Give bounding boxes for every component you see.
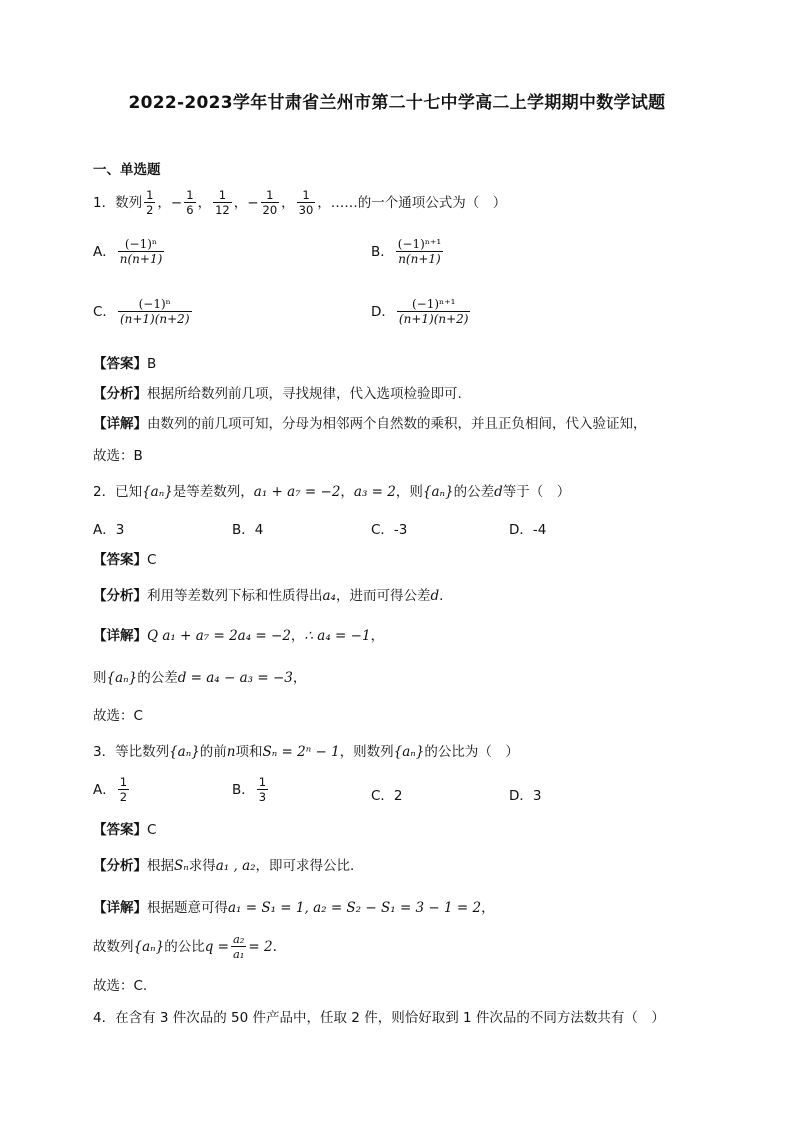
q1-answer: 【答案】B bbox=[93, 356, 157, 372]
q1-term-4: $\frac{1}{20}$ bbox=[262, 188, 278, 217]
q1-stem-suffix: ，……的一个通项公式为（ ） bbox=[317, 195, 507, 211]
q1-choose: 故选：B bbox=[93, 448, 143, 464]
q1-term-2: $\frac{1}{6}$ bbox=[186, 188, 194, 217]
q2-option-b[interactable]: B．4 bbox=[232, 522, 264, 538]
q2-detail-line2: 则{aₙ}的公差d = a₄ − a₃ = −3， bbox=[93, 670, 307, 686]
section-heading: 一、单选题 bbox=[93, 162, 161, 178]
q1-term-5: $\frac{1}{30}$ bbox=[298, 188, 314, 217]
q3-analysis: 【分析】根据Sₙ求得a₁ , a₂，即可求得公比. bbox=[93, 858, 355, 874]
q1-term-1: $\frac{1}{2}$ bbox=[146, 188, 154, 217]
q1-analysis: 【分析】根据所给数列前几项，寻找规律，代入选项检验即可. bbox=[93, 386, 462, 402]
q2-answer: 【答案】C bbox=[93, 552, 157, 568]
q1-stem-prefix: 1．数列 bbox=[93, 195, 143, 211]
q3-option-b[interactable]: B． $\frac{1}{3}$ bbox=[232, 775, 267, 804]
q1-stem: 1．数列 $\frac{1}{2}$ ，− $\frac{1}{6}$ ， $\frac{1}{12}$ ，− $\frac{1}{20}$ ， $\frac{1}{30}$ ，……的一个通项公式为（ ） bbox=[93, 188, 507, 217]
q2-stem: 2．已知{aₙ}是等差数列，a₁ + a₇ = −2，a₃ = 2，则{aₙ}的公差d等于（ ） bbox=[93, 484, 571, 500]
q2-analysis: 【分析】利用等差数列下标和性质得出a₄，进而可得公差d. bbox=[93, 588, 444, 604]
q3-detail-line2: 故数列{aₙ}的公比q = $\frac{\text{a₂}}{\text{a₁}}$ = 2. bbox=[93, 932, 277, 961]
q3-option-d[interactable]: D．3 bbox=[509, 788, 542, 804]
q1-option-a[interactable]: A． $\frac{\text{(−1)ⁿ}}{n(n+1)}$ bbox=[93, 237, 163, 266]
q2-detail: 【详解】Q a₁ + a₇ = 2a₄ = −2，∴ a₄ = −1， bbox=[93, 628, 385, 644]
q2-option-a[interactable]: A．3 bbox=[93, 522, 125, 538]
q2-choose: 故选：C bbox=[93, 708, 143, 724]
q1-option-b[interactable]: B． $\frac{\text{(−1)ⁿ⁺¹}}{n(n+1)}$ bbox=[371, 237, 442, 266]
q1-option-c[interactable]: C． $\frac{\text{(−1)ⁿ}}{(n+1)(n+2)}$ bbox=[93, 297, 190, 326]
q3-choose: 故选：C. bbox=[93, 978, 148, 994]
q3-detail: 【详解】根据题意可得a₁ = S₁ = 1, a₂ = S₂ − S₁ = 3 − 1 = 2， bbox=[93, 900, 495, 916]
page-title: 2022-2023学年甘肃省兰州市第二十七中学高二上学期期中数学试题 bbox=[128, 93, 666, 113]
q4-stem: 4．在含有 3 件次品的 50 件产品中，任取 2 件，则恰好取到 1 件次品的不同方法数共有（ ） bbox=[93, 1010, 665, 1026]
q3-answer: 【答案】C bbox=[93, 822, 157, 838]
q1-term-3: $\frac{1}{12}$ bbox=[215, 188, 230, 217]
q1-option-d[interactable]: D． $\frac{\text{(−1)ⁿ⁺¹}}{(n+1)(n+2)}$ bbox=[371, 297, 469, 326]
q2-option-d[interactable]: D．-4 bbox=[509, 522, 547, 538]
q2-option-c[interactable]: C．-3 bbox=[371, 522, 408, 538]
q1-detail: 【详解】由数列的前几项可知，分母为相邻两个自然数的乘积，并且正负相间，代入验证知， bbox=[93, 416, 647, 432]
q3-option-a[interactable]: A． $\frac{1}{2}$ bbox=[93, 775, 128, 804]
q3-option-c[interactable]: C．2 bbox=[371, 788, 403, 804]
q3-stem: 3．等比数列{aₙ}的前n项和Sₙ = 2ⁿ − 1，则数列{aₙ}的公比为（ ） bbox=[93, 744, 519, 760]
